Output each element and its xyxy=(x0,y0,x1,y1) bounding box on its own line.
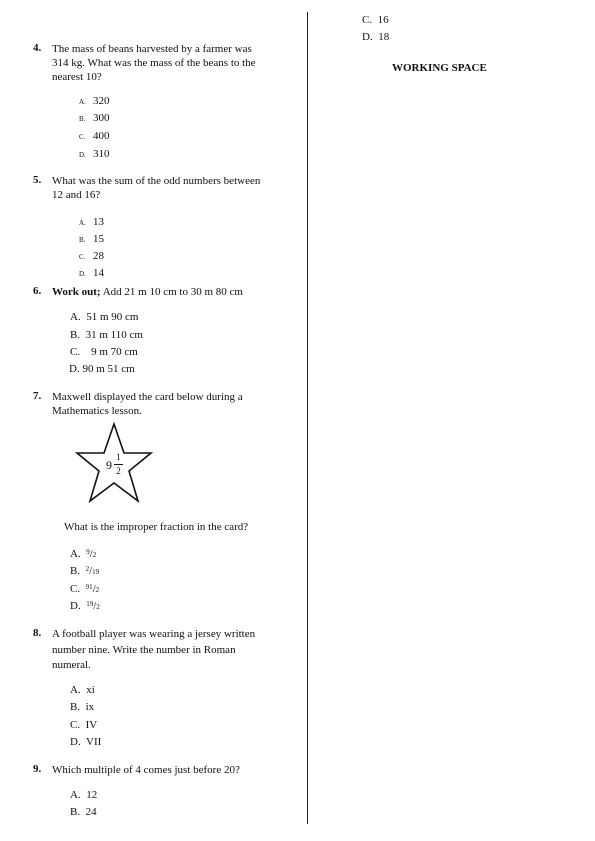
option-letter: D. xyxy=(79,270,86,278)
option-numerator: 91 xyxy=(85,583,93,591)
q6-number: 6. xyxy=(33,285,42,297)
option-letter: D. xyxy=(362,31,373,43)
option-value: 28 xyxy=(93,250,104,262)
q8-option-c[interactable]: C. IV xyxy=(70,719,98,731)
q7-option-c[interactable]: C. $^{91}$/2 xyxy=(70,583,100,595)
option-letter: A. xyxy=(79,219,86,227)
q4-option-b[interactable] xyxy=(79,112,110,124)
q5-line: What was the sum of the odd numbers between xyxy=(52,175,261,187)
q7-line: Maxwell displayed the card below during a xyxy=(52,391,243,403)
option-value: 16 xyxy=(377,14,389,26)
option-letter: C. xyxy=(70,583,81,595)
card-fraction-bar xyxy=(114,464,123,465)
card-denominator: 2 xyxy=(116,466,121,476)
q5-text xyxy=(52,174,260,202)
option-letter: A. xyxy=(79,98,86,106)
q6-question: Add 21 m 10 cm to 30 m 80 cm xyxy=(100,286,243,298)
q5-option-d[interactable] xyxy=(79,267,104,279)
option-value: 310 xyxy=(93,148,110,160)
q8-option-a[interactable]: A. xi xyxy=(70,684,95,696)
q6-prefix: Work out; xyxy=(52,286,101,298)
option-letter: B. xyxy=(79,115,86,123)
q6-option-b[interactable]: B. 31 m 110 cm xyxy=(70,329,143,341)
q8-option-b[interactable]: B. ix xyxy=(70,701,95,713)
option-value: 14 xyxy=(93,267,104,279)
q7-option-a[interactable]: A. $^9$/2 xyxy=(70,548,97,560)
option-letter: C. xyxy=(79,133,86,141)
q4-number: 4. xyxy=(33,42,42,54)
q6-option-c[interactable]: C. 9 m 70 cm xyxy=(70,346,138,358)
q4-line: The mass of beans harvested by a farmer was xyxy=(52,43,252,55)
q7-line: Mathematics lesson. xyxy=(52,405,142,417)
q4-line: nearest 10? xyxy=(52,71,102,83)
option-value: 18 xyxy=(378,31,390,43)
option-letter: B. xyxy=(70,565,81,577)
option-value: 320 xyxy=(93,95,110,107)
star-card xyxy=(72,421,156,505)
q8-option-d[interactable]: D. VII xyxy=(70,736,102,748)
q7-option-d[interactable]: D. $^{19}$/2 xyxy=(70,600,100,612)
q4-option-a[interactable] xyxy=(79,95,110,107)
q4-line: 314 kg. What was the mass of the beans to the xyxy=(52,57,256,69)
q9-text: Which multiple of 4 comes just before 20? xyxy=(52,764,240,776)
q8-line: numeral. xyxy=(52,659,91,671)
q9-number: 9. xyxy=(33,763,42,775)
option-letter: C. xyxy=(79,253,86,261)
option-value: 400 xyxy=(93,130,110,142)
option-letter: A. xyxy=(70,548,81,560)
q4-option-d[interactable] xyxy=(79,148,110,160)
q5-line: 12 and 16? xyxy=(52,189,101,201)
q8-line: A football player was wearing a jersey written xyxy=(52,628,256,640)
q7-question: What is the improper fraction in the card? xyxy=(64,521,249,533)
q7-option-b[interactable]: B. $^2$/19 xyxy=(70,565,100,577)
option-denominator: 2 xyxy=(92,551,97,559)
q6-option-a[interactable]: A. 51 m 90 cm xyxy=(70,311,139,323)
option-letter: D. xyxy=(79,151,86,159)
q7-number: 7. xyxy=(33,390,42,402)
q9-option-b[interactable]: B. 24 xyxy=(70,806,97,818)
option-denominator: 19 xyxy=(92,568,100,576)
option-numerator: 19 xyxy=(86,600,94,608)
q8-line: number nine. Write the number in Roman xyxy=(52,643,236,656)
q8-number: 8. xyxy=(33,627,42,639)
option-letter: D. xyxy=(70,600,81,612)
card-whole: 9 xyxy=(106,458,112,472)
q8-text xyxy=(52,627,255,674)
option-numerator: 9 xyxy=(86,548,90,556)
card-numerator: 1 xyxy=(116,452,121,462)
working-space-heading: WORKING SPACE xyxy=(392,62,487,74)
column-divider xyxy=(307,12,308,824)
q5-option-c[interactable] xyxy=(79,250,104,262)
option-value: 300 xyxy=(93,112,110,124)
q4-option-c[interactable] xyxy=(79,130,110,142)
option-numerator: 2 xyxy=(85,565,90,573)
option-letter: B. xyxy=(79,236,86,244)
q5-number: 5. xyxy=(33,174,42,186)
option-value: 13 xyxy=(93,216,104,228)
q5-option-b[interactable] xyxy=(79,233,104,245)
option-denominator: 2 xyxy=(95,586,100,594)
q6-option-d[interactable]: D. 90 m 51 cm xyxy=(69,363,135,375)
star-icon xyxy=(72,421,156,505)
q6-text xyxy=(52,285,243,299)
right-option-d[interactable] xyxy=(362,31,389,43)
q5-option-a[interactable] xyxy=(79,216,104,228)
q7-text xyxy=(52,390,243,418)
option-denominator: 2 xyxy=(96,603,100,611)
q4-text xyxy=(52,42,256,84)
option-letter: C. xyxy=(362,14,373,26)
q9-option-a[interactable]: A. 12 xyxy=(70,789,98,801)
right-option-c[interactable] xyxy=(362,14,389,26)
option-value: 15 xyxy=(93,233,104,245)
